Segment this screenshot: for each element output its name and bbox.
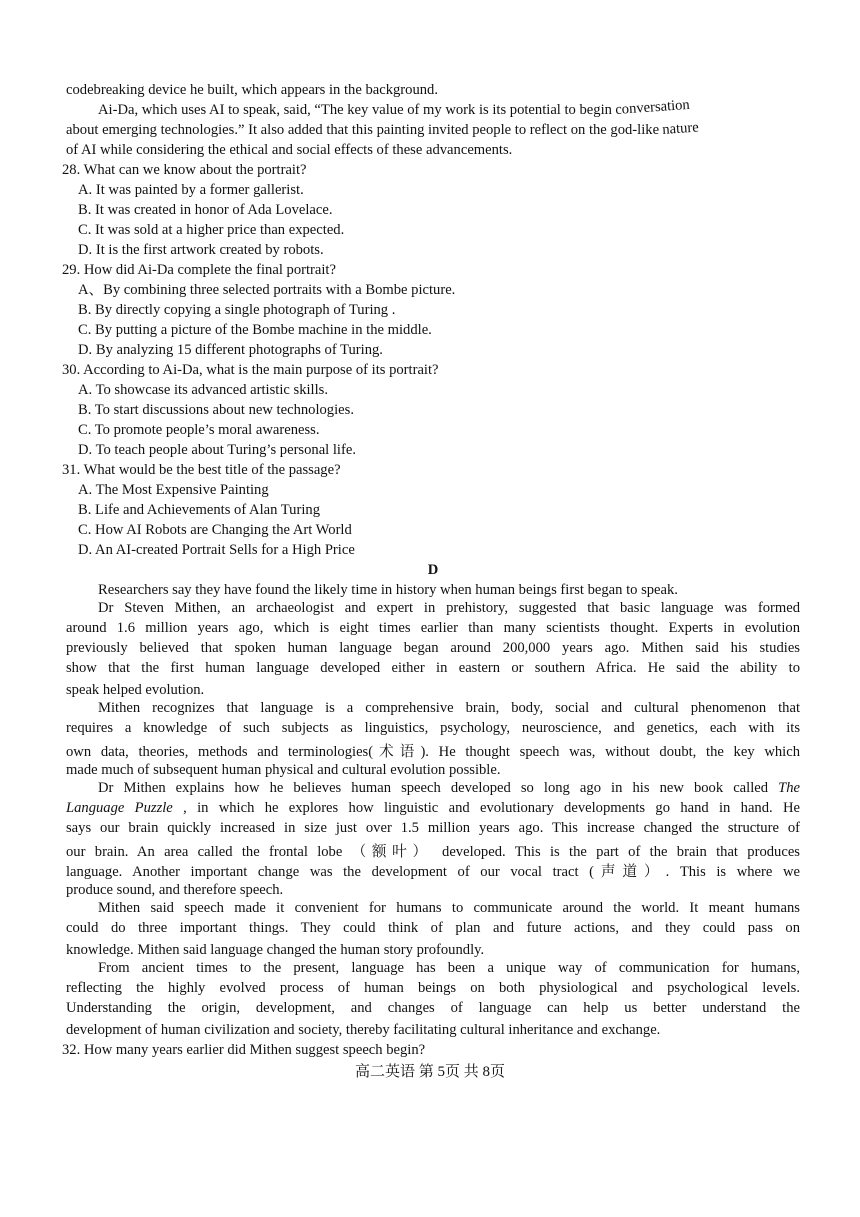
passage-d-p2-line: Dr Steven Mithen, an archaeologist and expert in prehistory, suggested that basic language was formed: [98, 600, 800, 616]
passage-d-p3-line: Mithen recognizes that language is a comprehensive brain, body, social and cultural phenomenon that: [98, 700, 800, 716]
question-option: B. It was created in honor of Ada Lovelace.: [78, 202, 333, 218]
question-option: C. How AI Robots are Changing the Art World: [78, 522, 352, 538]
question-stem: 28. What can we know about the portrait?: [62, 162, 307, 178]
passage-d-paragraph-1: Researchers say they have found the likely time in history when human beings first began to speak.: [98, 582, 678, 598]
question-option: D. It is the first artwork created by robots.: [78, 242, 324, 258]
passage-d-p4-line: says our brain quickly increased in size just over 1.5 million years ago. This increase changed the structure of: [66, 820, 800, 836]
passage-d-p5-line: knowledge. Mithen said language changed the human story profoundly.: [66, 942, 485, 958]
question-option: A、By combining three selected portraits with a Bombe picture.: [78, 282, 456, 298]
passage-d-text: , in which he explores how linguistic and evolutionary developments go hand in hand. He: [172, 800, 800, 816]
passage-c-line: of AI while considering the ethical and social effects of these advancements.: [66, 142, 513, 158]
question-option: A. The Most Expensive Painting: [78, 482, 269, 498]
question-stem: 30. According to Ai-Da, what is the main purpose of its portrait?: [62, 362, 439, 378]
passage-d-p6-line: From ancient times to the present, language has been a unique way of communication for humans,: [98, 960, 800, 976]
book-title-part: Language Puzzle: [66, 800, 173, 816]
question-option: C. By putting a picture of the Bombe machine in the middle.: [78, 322, 432, 338]
passage-d-p3-line: own data, theories, methods and terminologies(术语). He thought speech was, without doubt, the key which: [66, 744, 800, 760]
passage-d-p2-line: around 1.6 million years ago, which is eight times earlier than many scientists thought. Experts in evolution: [66, 620, 800, 636]
passage-d-p4-line: [66, 780, 800, 800]
book-title-part: The: [778, 780, 800, 796]
passage-d-p6-line: Understanding the origin, development, and changes of language can help us better understand the: [66, 1000, 800, 1016]
passage-d-p2-line: previously believed that spoken human language began around 200,000 years ago. Mithen said his studies: [66, 640, 800, 656]
passage-c-line: [66, 120, 800, 140]
passage-d-p5-line: could do three important things. They could think of plan and future actions, and they could pass on: [66, 920, 800, 936]
passage-d-p4-line: language. Another important change was the development of our vocal tract (声道）. This is where we: [66, 864, 800, 880]
passage-c-text: Ai-Da, which uses AI to speak, said, “The key value of my work is its potential to begin: [98, 102, 612, 118]
question-option: C. It was sold at a higher price than expected.: [78, 222, 345, 238]
passage-c-text: about emerging technologies.” It also added that this painting invited people to reflect on the god-like: [66, 122, 660, 138]
question-stem: 32. How many years earlier did Mithen suggest speech begin?: [62, 1042, 426, 1058]
passage-c-warped-word: nature: [661, 119, 699, 139]
passage-d-p6-line: development of human civilization and society, thereby facilitating cultural inheritance and exchange.: [66, 1022, 661, 1038]
question-option: B. By directly copying a single photograph of Turing .: [78, 302, 396, 318]
passage-d-p3-line: made much of subsequent human physical and cultural evolution possible.: [66, 762, 501, 778]
passage-d-text: Dr Mithen explains how he believes human speech developed so long ago in his new book called: [98, 780, 769, 796]
question-option: C. To promote people’s moral awareness.: [78, 422, 320, 438]
question-option: A. It was painted by a former gallerist.: [78, 182, 304, 198]
passage-d-p6-line: reflecting the highly evolved process of human beings on both physiological and psychological levels.: [66, 980, 800, 996]
passage-c-warped-word: conversation: [614, 96, 690, 119]
passage-c-line: [66, 96, 800, 120]
passage-d-p5-line: Mithen said speech made it convenient for humans to communicate around the world. It meant humans: [98, 900, 800, 916]
question-option: D. By analyzing 15 different photographs of Turing.: [78, 342, 383, 358]
question-stem: 29. How did Ai-Da complete the final portrait?: [62, 262, 336, 278]
passage-d-p3-line: requires a knowledge of such subjects as linguistics, psychology, neuroscience, and genetics, each with its: [66, 720, 800, 736]
passage-d-p4-line: our brain. An area called the frontal lobe （额叶） developed. This is the part of the brain that produces: [66, 844, 800, 860]
page-footer: 高二英语 第 5页 共 8页: [354, 1064, 505, 1080]
passage-d-p2-line: speak helped evolution.: [66, 682, 205, 698]
question-option: D. To teach people about Turing’s personal life.: [78, 442, 356, 458]
passage-d-p4-line: [66, 800, 800, 820]
passage-c-line: codebreaking device he built, which appears in the background.: [66, 82, 439, 98]
question-option: B. To start discussions about new technologies.: [78, 402, 354, 418]
question-option: B. Life and Achievements of Alan Turing: [78, 502, 320, 518]
question-stem: 31. What would be the best title of the passage?: [62, 462, 341, 478]
question-option: D. An AI-created Portrait Sells for a High Price: [78, 542, 355, 558]
question-option: A. To showcase its advanced artistic skills.: [78, 382, 328, 398]
passage-d-heading: D: [427, 562, 439, 578]
passage-d-p2-line: show that the first human language developed either in eastern or southern Africa. He said the ability to: [66, 660, 800, 676]
passage-d-p4-line: produce sound, and therefore speech.: [66, 882, 284, 898]
text-block: [62, 80, 800, 1060]
